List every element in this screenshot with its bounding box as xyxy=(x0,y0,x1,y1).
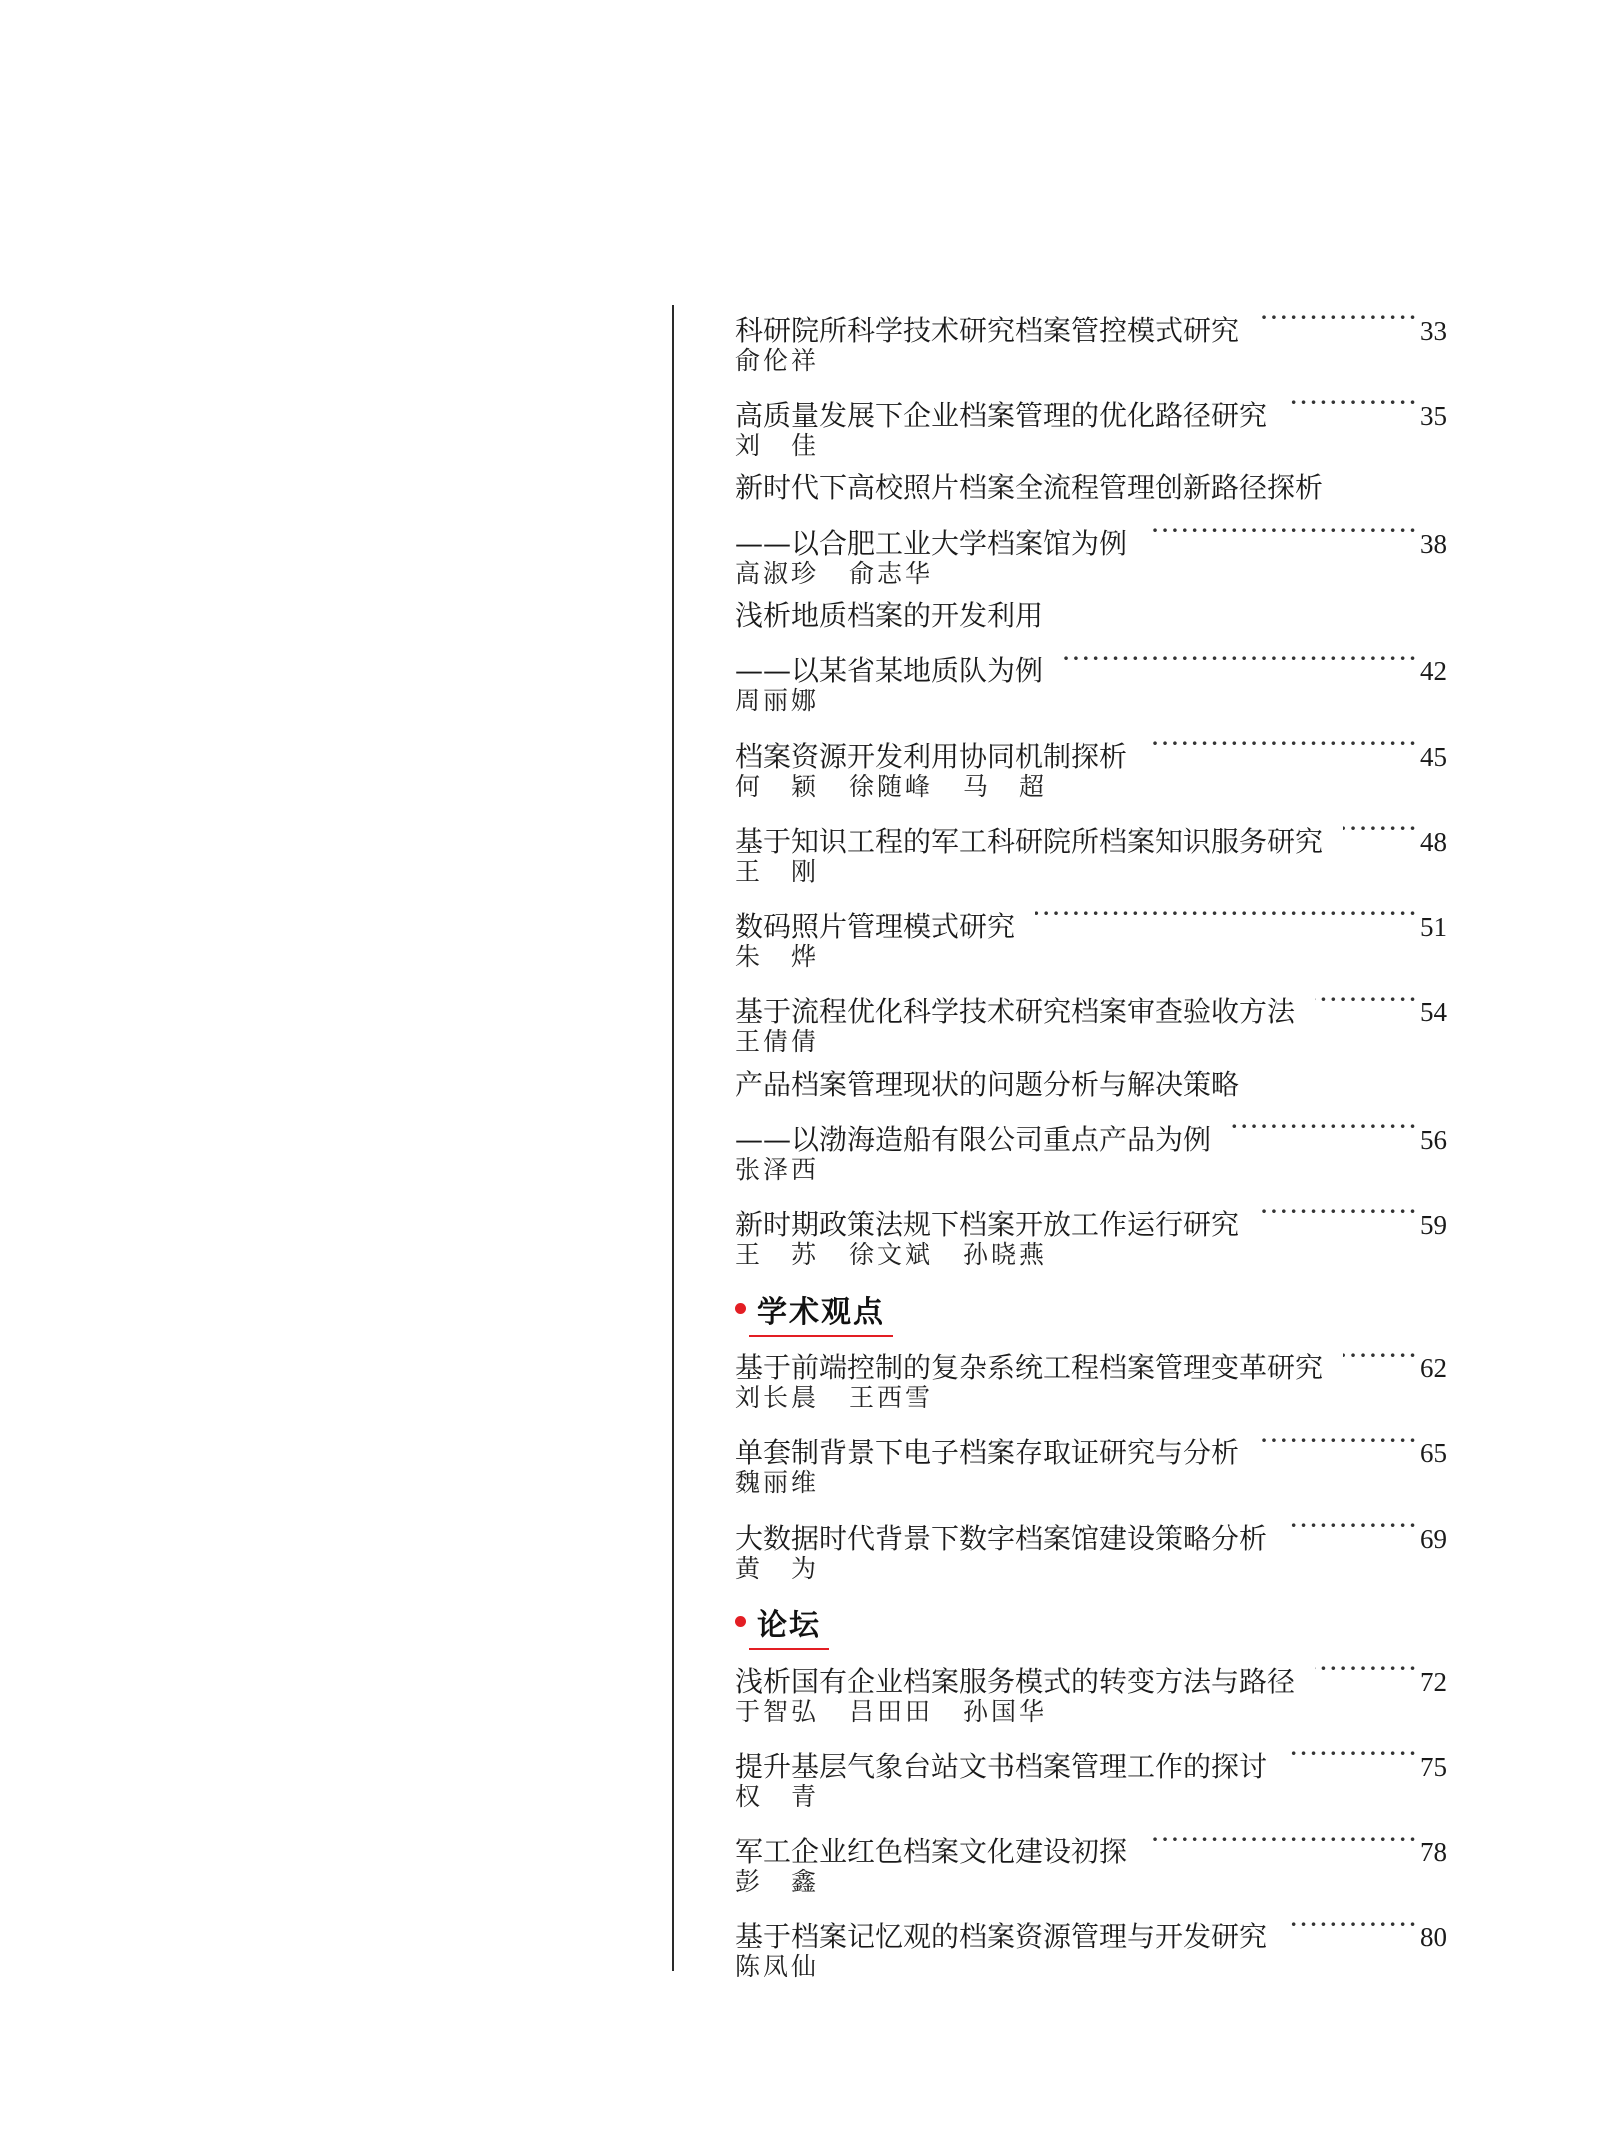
author-name: 王西雪 xyxy=(849,1383,934,1413)
leader-dots xyxy=(1287,1904,1418,1947)
toc-entry[interactable] xyxy=(735,979,1447,1064)
entry-title-line[interactable] xyxy=(735,723,1447,773)
author-name: 魏丽维 xyxy=(735,1468,820,1498)
page-number: 80 xyxy=(1420,1922,1447,1953)
entry-title-text: 产品档案管理现状的问题分析与解决策略 xyxy=(735,1067,1240,1101)
entry-title-line[interactable] xyxy=(735,893,1447,943)
toc-entry[interactable] xyxy=(735,1191,1447,1276)
author-name: 彭 鑫 xyxy=(735,1867,820,1897)
red-bullet-icon xyxy=(735,1616,746,1627)
entry-title-line[interactable] xyxy=(735,1420,1447,1470)
entry-title-text: ——以渤海造船有限公司重点产品为例 xyxy=(735,1122,1212,1156)
leader-dots xyxy=(1315,979,1418,1022)
author-name: 徐随峰 xyxy=(849,771,934,801)
section-title: 论坛 xyxy=(757,1608,821,1644)
entry-title-line[interactable] xyxy=(735,979,1447,1029)
leader-dots xyxy=(1315,1648,1418,1691)
author-name: 孙国华 xyxy=(963,1696,1048,1726)
toc-entry[interactable] xyxy=(735,382,1447,467)
entry-title-text: 基于前端控制的复杂系统工程档案管理变革研究 xyxy=(735,1351,1324,1385)
entry-title-line[interactable] xyxy=(735,1064,1447,1107)
page-number: 45 xyxy=(1420,741,1447,772)
entry-title-text: 基于档案记忆观的档案资源管理与开发研究 xyxy=(735,1920,1268,1954)
page-number: 75 xyxy=(1420,1752,1447,1782)
author-name: 高淑珍 xyxy=(735,558,820,588)
leader-dots xyxy=(1343,808,1418,851)
entry-title-line[interactable] xyxy=(735,1106,1447,1156)
page-number: 72 xyxy=(1420,1666,1447,1697)
entry-title-text: 高质量发展下企业档案管理的优化路径研究 xyxy=(735,398,1268,432)
author-name: 陈凤仙 xyxy=(735,1952,820,1982)
entry-title-line[interactable] xyxy=(735,1648,1447,1698)
leader-dots xyxy=(1147,510,1418,553)
leader-dots xyxy=(1231,1106,1418,1149)
page-number: 65 xyxy=(1420,1438,1447,1469)
leader-dots xyxy=(1287,1733,1418,1776)
entry-title-text: 提升基层气象台站文书档案管理工作的探讨 xyxy=(735,1750,1268,1783)
page-number: 69 xyxy=(1420,1523,1447,1554)
toc-entry[interactable] xyxy=(735,595,1447,723)
leader-dots xyxy=(1287,1505,1418,1548)
entry-title-line[interactable] xyxy=(735,382,1447,432)
entry-title-text: 科研院所科学技术研究档案管控模式研究 xyxy=(735,313,1240,347)
toc-entry[interactable] xyxy=(735,1335,1447,1420)
author-name: 王倩倩 xyxy=(735,1027,820,1057)
page-number: 33 xyxy=(1420,315,1447,346)
author-name: 马 超 xyxy=(963,771,1048,801)
toc-entry[interactable] xyxy=(735,1505,1447,1590)
author-name: 俞志华 xyxy=(849,558,934,588)
section-underline xyxy=(749,1648,829,1650)
toc-entry[interactable] xyxy=(735,1733,1447,1818)
entry-title-line[interactable] xyxy=(735,1733,1447,1783)
leader-dots xyxy=(1259,1420,1418,1463)
entry-title-text: 军工企业红色档案文化建设初探 xyxy=(735,1835,1128,1869)
entry-title-text: 大数据时代背景下数字档案馆建设策略分析 xyxy=(735,1521,1268,1555)
section-underline xyxy=(749,1335,893,1337)
leader-dots xyxy=(1287,382,1418,425)
entry-title-line[interactable] xyxy=(735,595,1447,638)
author-name: 徐文斌 xyxy=(849,1240,934,1270)
entry-title-text: 新时期政策法规下档案开放工作运行研究 xyxy=(735,1208,1240,1242)
author-name: 孙晓燕 xyxy=(963,1240,1048,1270)
author-name: 王 苏 xyxy=(735,1240,820,1270)
red-bullet-icon xyxy=(735,1303,746,1314)
entry-title-line[interactable] xyxy=(735,297,1447,347)
leader-dots xyxy=(1063,638,1418,681)
section-heading xyxy=(735,1598,1447,1648)
section-heading xyxy=(735,1285,1447,1335)
author-name: 黄 为 xyxy=(735,1553,820,1583)
entry-title-line[interactable] xyxy=(735,1505,1447,1555)
entry-title-line[interactable] xyxy=(735,1904,1447,1954)
toc-entry[interactable] xyxy=(735,1064,1447,1192)
page-number: 38 xyxy=(1420,528,1447,559)
page-number: 59 xyxy=(1420,1210,1447,1241)
page-number: 48 xyxy=(1420,826,1447,857)
page-number: 62 xyxy=(1420,1353,1447,1384)
entry-title-text: 浅析地质档案的开发利用 xyxy=(735,599,1044,633)
entry-title-line[interactable] xyxy=(735,638,1447,688)
toc-entry[interactable] xyxy=(735,297,1447,382)
entry-title-text: 基于知识工程的军工科研院所档案知识服务研究 xyxy=(735,824,1324,858)
leader-dots xyxy=(1035,893,1418,936)
section-title: 学术观点 xyxy=(757,1294,885,1330)
author-name: 于智弘 xyxy=(735,1696,820,1726)
page-number: 51 xyxy=(1420,911,1447,942)
toc-entry[interactable] xyxy=(735,1648,1447,1733)
entry-title-text: 基于流程优化科学技术研究档案审查验收方法 xyxy=(735,995,1296,1029)
entry-title-text: ——以合肥工业大学档案馆为例 xyxy=(735,526,1128,560)
leader-dots xyxy=(1259,297,1418,340)
entry-title-text: 数码照片管理模式研究 xyxy=(735,909,1016,943)
entry-title-text: 档案资源开发利用协同机制探析 xyxy=(735,739,1128,773)
entry-title-text: 浅析国有企业档案服务模式的转变方法与路径 xyxy=(735,1664,1296,1698)
author-name: 权 青 xyxy=(735,1782,820,1811)
leader-dots xyxy=(1343,1335,1418,1378)
leader-dots xyxy=(1147,723,1418,766)
entry-title-line[interactable] xyxy=(735,1819,1447,1869)
author-name: 何 颖 xyxy=(735,771,820,801)
page-number: 42 xyxy=(1420,656,1447,687)
entry-title-line[interactable] xyxy=(735,467,1447,510)
author-name: 吕田田 xyxy=(849,1696,934,1726)
author-name: 俞伦祥 xyxy=(735,345,820,375)
toc-entry[interactable] xyxy=(735,723,1447,808)
author-name: 刘长晨 xyxy=(735,1383,820,1413)
page-number: 54 xyxy=(1420,997,1447,1028)
author-name: 刘 佳 xyxy=(735,430,820,460)
entry-title-line[interactable] xyxy=(735,808,1447,858)
leader-dots xyxy=(1259,1191,1418,1234)
toc-entry[interactable] xyxy=(735,1904,1447,1989)
entry-title-line[interactable] xyxy=(735,510,1447,560)
entry-authors xyxy=(735,936,1447,979)
leader-dots xyxy=(1147,1819,1418,1862)
table-of-contents xyxy=(735,297,1447,1989)
author-name: 王 刚 xyxy=(735,856,820,886)
author-name: 张泽西 xyxy=(735,1154,820,1184)
toc-entry[interactable] xyxy=(735,808,1447,893)
toc-entry[interactable] xyxy=(735,893,1447,978)
page-number: 56 xyxy=(1420,1124,1447,1155)
toc-entry[interactable] xyxy=(735,1819,1447,1904)
toc-entry[interactable] xyxy=(735,467,1447,595)
entry-title-line[interactable] xyxy=(735,1335,1447,1385)
author-name: 朱 烨 xyxy=(735,941,820,971)
entry-authors xyxy=(735,680,1447,723)
page-number: 78 xyxy=(1420,1837,1447,1868)
entry-title-text: 新时代下高校照片档案全流程管理创新路径探析 xyxy=(735,471,1324,505)
toc-entry[interactable] xyxy=(735,1420,1447,1505)
entry-title-text: ——以某省某地质队为例 xyxy=(735,654,1044,688)
page-number: 35 xyxy=(1420,400,1447,431)
entry-title-line[interactable] xyxy=(735,1191,1447,1242)
vertical-rule xyxy=(672,305,674,1971)
author-name: 周丽娜 xyxy=(735,686,820,716)
entry-title-text: 单套制背景下电子档案存取证研究与分析 xyxy=(735,1436,1240,1470)
